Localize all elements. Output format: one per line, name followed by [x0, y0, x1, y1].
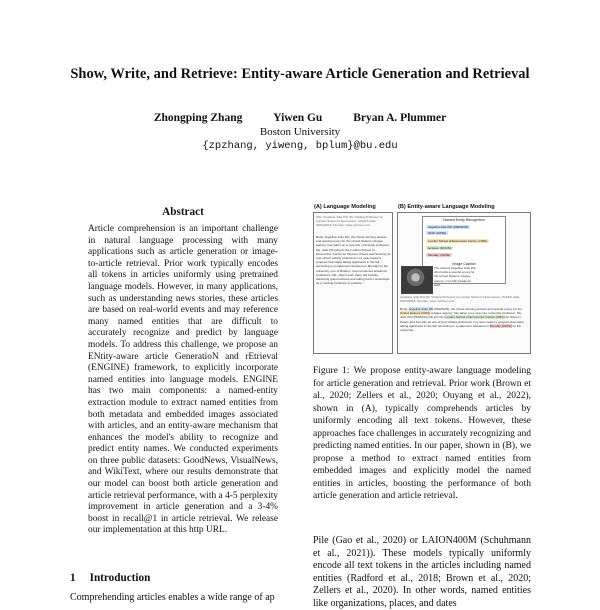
- entity-highlight: United Nations (ORG): [400, 311, 431, 316]
- entity-tag: London School of Economics Centre: (ORG): [428, 239, 488, 243]
- section-heading-introduction: [70, 572, 296, 584]
- author-name: Yiwen Gu: [273, 112, 323, 124]
- author-name: Bryan A. Plummer: [353, 112, 447, 124]
- entity-highlight: Monday (DATE): [489, 323, 512, 328]
- panel-a-label: (A) Language Modeling: [314, 204, 376, 210]
- panel-b-article-body: [400, 307, 528, 332]
- body-text: by the university...: [400, 323, 522, 333]
- abstract-text: Article comprehension is an important challenge in natural language processing with many applications such as article generation or image-to-article retrieval. Prior work typically encodes all tokens in articles uniformly using pretrained language models. However, in many applications, such as understanding news stories, these articles are based on real-world events and may reference many named entities that are difficult to accurately recognize and predict by language models. To address this challenge, we propose an ENtity-aware article GeneratioN and rEtrieval (ENGINE) framework, to explicitly incorporate named entities into language models. ENGINE has two main components: a named-entity extraction module to extract named entities from both metadata and embedded images associated with articles, and an entity-aware mechanism that enhances the model's ability to recognize and predict entity names. We conducted experiments on three public datasets: GoodNews, VisualNews, and WikiText, where our results demonstrate that our model can boost both article generation and article retrieval performance, with a 4-5 perplexity improvement in article generation and a 3-4% boost in recall@1 in article retrieval. We release our implementation at this http URL.: [88, 224, 278, 536]
- author-emails: {zpzhang, yiweng, bplum}@bu.edu: [202, 140, 398, 152]
- image-caption-label: Image Caption: [452, 262, 476, 266]
- body-text: for Women, Peace and Security as one of four visiting professors in a new master's program that starts taking applicants in the fall, according to a statement released on: [400, 315, 524, 328]
- abstract-heading: Abstract: [162, 206, 204, 218]
- intro-paragraph: Comprehending articles enables a wide range of ap: [70, 592, 275, 603]
- body-text: Body:: [400, 307, 409, 311]
- figure-caption: Figure 1: We propose entity-aware language modeling for article generation and retrieval. Prior work (Brown et al., 2020; Zellers et al., 2020; Ouyang et al., 2022), shown in (A), typically comprehends articles by uniformly encoding all text tokens. However, these approaches face challenges in accurately recognizing and predicting named entities. In our paper, shown in (B), we propose a method to extract named entities from embedded images and explicitly model the named entities in articles, boosting the performance of both article generation and article retrieval.: [313, 366, 531, 501]
- entity-tag: lectures: (NOUN): [428, 246, 452, 250]
- entity-tag: Angelina Jolie Pitt: (PERSON): [428, 225, 469, 229]
- panel-b-label: (B) Entity-aware Language Modeling: [398, 204, 495, 210]
- body-paragraph: Pile (Gao et al., 2020) or LAION400M (Schuhmann et al., 2021)). These models typically uniformly encode all text tokens in the articles including named entities (Radford et al., 2018; Brown et al., 2020; Zellers et al., 2020). In other words, named entities like organizations, places, and dates: [313, 535, 531, 609]
- panel-a-metadata: Title: Angelina Jolie Pitt: Be 'Visiting Professor at London School of Economics'. Publish date: 05/24/2016. Domain: www.nytimes.com: [316, 215, 383, 228]
- photo-caption-text: The actress Angelina Jolie Pitt, who holds a special envoy for the United Nations refugee agency, met with academic staff.: [434, 266, 477, 287]
- entity-highlight: Angelina Jolie Pitt: [408, 307, 434, 311]
- entity-tag: 2016: (DATE): [428, 231, 447, 235]
- panel-b-metadata: Angelina Jolie Pitt: Be 'Visiting Professor at London School of Economics'. Publish date: 05/24/2016. Domain: www.nytimes.com: [400, 295, 521, 304]
- entity-tag: Monday: (DATE): [428, 253, 451, 257]
- author-list: [0, 112, 600, 124]
- affiliation: Boston University: [259, 126, 341, 138]
- body-text: refugee agency, has taken on a new role: university professor. Ms. Jolie Pitt (PERSON) will join the: [400, 311, 522, 320]
- section-number: 1: [70, 572, 76, 584]
- article-photo: [401, 266, 433, 294]
- panel-a-language-modeling: [313, 212, 393, 354]
- panel-b-entity-aware-modeling: [397, 212, 531, 354]
- entity-highlight: London School of Economics Centre (ORG): [444, 315, 505, 320]
- figure-1: [313, 204, 531, 356]
- panel-a-article-body: Body: Angelina Jolie Pitt, the Oscar-winning actress and special envoy for the United Nations refugee agency, has taken on a new role: university professor. Ms. Jolie Pitt will join the London School of Economics' Centre for Women, Peace and Security as one of four visiting professors in a new master's program that starts taking applicants in the fall, according to a statement released on Monday by the university, one of Britain's most renowned academic institutions. Ms. Jolie's work there will include delivering guest lectures and taking part in workshops as a "visiting professor in practice.": [316, 235, 391, 286]
- author-name: Zhongping Zhang: [153, 112, 243, 124]
- section-title: Introduction: [89, 572, 151, 584]
- body-text: (PERSON), the Oscar-winning actress and special envoy for the: [433, 307, 522, 311]
- ner-title: Named Entity Recognition: [443, 218, 485, 222]
- paper-title: Show, Write, and Retrieve: Entity-aware Article Generation and Retrieval: [70, 66, 530, 82]
